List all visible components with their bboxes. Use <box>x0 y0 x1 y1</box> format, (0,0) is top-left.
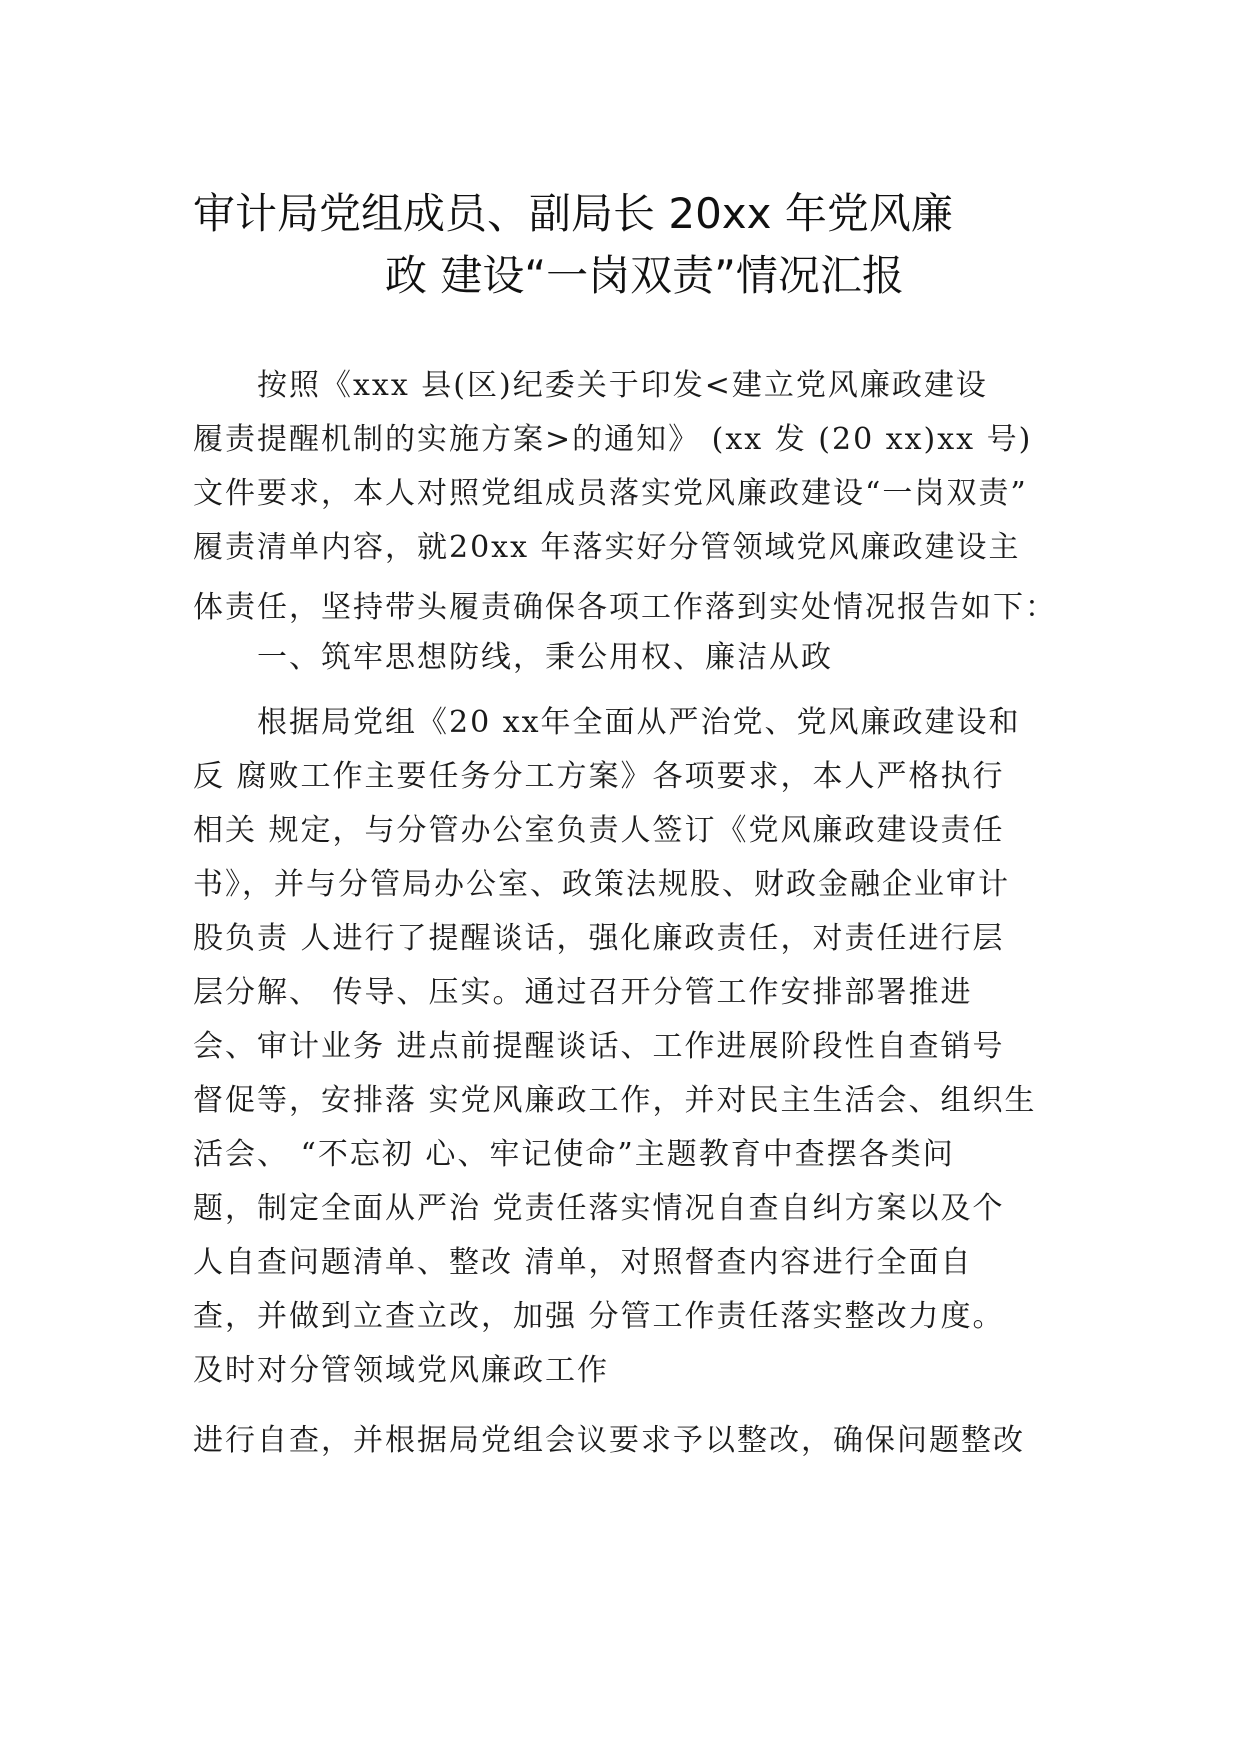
body-line: 体责任，坚持带头履责确保各项工作落到实处情况报告如下： <box>193 590 1057 625</box>
body-line: 层分解、 传导、压实。通过召开分管工作安排部署推进 <box>193 975 973 1010</box>
body-line: 人自查问题清单、整改 清单，对照督查内容进行全面自 <box>193 1245 973 1280</box>
section-heading: 一、筑牢思想防线，秉公用权、廉洁从政 <box>257 640 833 675</box>
body-line: 文件要求，本人对照党组成员落实党风廉政建设“一岗双责” <box>193 476 1028 511</box>
body-line: 进行自查，并根据局党组会议要求予以整改，确保问题整改 <box>193 1423 1025 1458</box>
body-line: 会、审计业务 进点前提醒谈话、工作进展阶段性自查销号 <box>193 1029 1005 1064</box>
body-line: 督促等，安排落 实党风廉政工作，并对民主生活会、组织生 <box>193 1083 1037 1118</box>
document-title-line-1: 审计局党组成员、副局长 20xx 年党风廉 <box>193 189 953 238</box>
body-line: 题，制定全面从严治 党责任落实情况自查自纠方案以及个 <box>193 1191 1005 1226</box>
body-line: 相关 规定，与分管办公室负责人签订《党风廉政建设责任 <box>193 813 1005 848</box>
body-line: 活会、 “不忘初 心、牢记使命”主题教育中查摆各类问 <box>193 1137 955 1172</box>
body-line: 按照《xxx 县(区)纪委关于印发<建立党风廉政建设 <box>257 368 988 403</box>
body-line: 履责清单内容，就20xx 年落实好分管领域党风廉政建设主 <box>193 530 1021 565</box>
body-line: 查，并做到立查立改，加强 分管工作责任落实整改力度。 <box>193 1299 1005 1334</box>
body-line: 反 腐败工作主要任务分工方案》各项要求，本人严格执行 <box>193 759 1005 794</box>
body-line: 股负责 人进行了提醒谈话，强化廉政责任，对责任进行层 <box>193 921 1005 956</box>
body-line: 及时对分管领域党风廉政工作 <box>193 1353 609 1388</box>
document-title-line-2: 政 建设“一岗双责”情况汇报 <box>385 251 904 300</box>
body-line: 履责提醒机制的实施方案>的通知》 (xx 发 (20 xx)xx 号) <box>193 422 1033 457</box>
body-line: 书》，并与分管局办公室、政策法规股、财政金融企业审计 <box>193 867 1010 902</box>
body-line: 根据局党组《20 xx年全面从严治党、党风廉政建设和 <box>257 705 1021 740</box>
